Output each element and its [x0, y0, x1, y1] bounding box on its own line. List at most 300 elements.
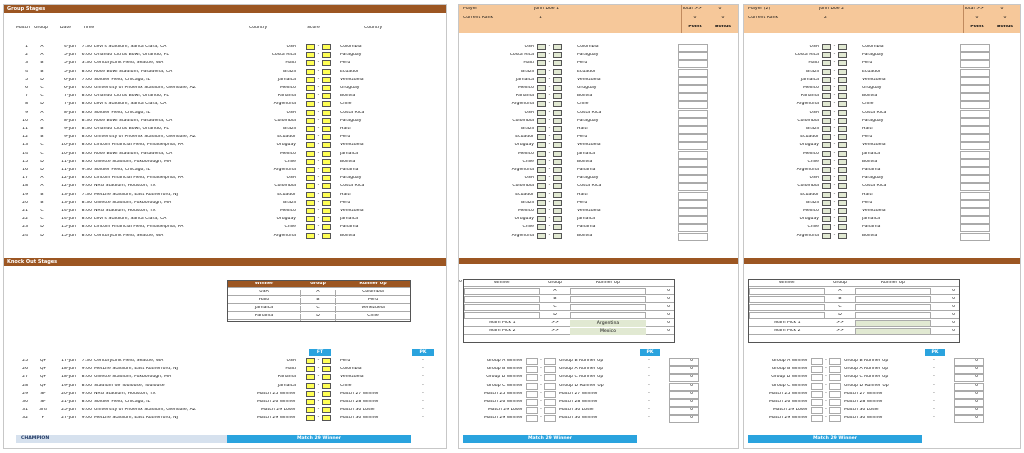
match-number: 23	[22, 225, 28, 230]
bracket-home-input[interactable]	[526, 399, 538, 406]
winner-pick-input[interactable]	[464, 288, 540, 295]
pick-away-score-input[interactable]	[838, 224, 847, 230]
pick-home-score-input[interactable]	[537, 77, 546, 83]
bracket-away-input[interactable]	[544, 383, 556, 390]
pick-home-score-input[interactable]	[537, 159, 546, 165]
pick-away-score-input[interactable]	[838, 44, 847, 50]
bracket-home: Match 25 Winner	[768, 391, 808, 396]
pick-away-score-input[interactable]	[838, 216, 847, 222]
away-score-input[interactable]	[322, 85, 331, 91]
current-rank-label: Current Rank	[748, 16, 779, 20]
bracket-away-input[interactable]	[544, 358, 556, 365]
pick-home-score-input[interactable]	[822, 183, 831, 189]
group-header: Group	[833, 281, 847, 285]
pick-away-score-input[interactable]	[553, 101, 562, 107]
pick-away-score-input[interactable]	[553, 159, 562, 165]
points-cell	[678, 110, 708, 118]
pick-away-team: Venezuela	[577, 143, 601, 148]
away-team: Venezuela	[340, 209, 364, 213]
pick-home-score-input[interactable]	[537, 167, 546, 173]
pick-home-score-input[interactable]	[822, 126, 831, 132]
pick-score-separator: -	[833, 118, 836, 123]
pick-away-score-input[interactable]	[553, 192, 562, 198]
ko-home-score-input[interactable]	[306, 415, 315, 421]
pick-away-score-input[interactable]	[838, 118, 847, 124]
away-score-input[interactable]	[322, 208, 331, 214]
pick-home-score-input[interactable]	[822, 208, 831, 214]
ko-home-score-input[interactable]	[306, 407, 315, 413]
pick-home-score-input[interactable]	[822, 233, 831, 239]
runner-up-pick-input[interactable]	[570, 312, 646, 319]
home-score-input[interactable]	[306, 134, 315, 140]
home-score-input[interactable]	[306, 69, 315, 75]
pick-away-score-input[interactable]	[838, 175, 847, 181]
away-score-input[interactable]	[322, 134, 331, 140]
runner-up-pick-input[interactable]	[855, 296, 931, 303]
pick-away-score-input[interactable]	[553, 134, 562, 140]
pick-home-score-input[interactable]	[822, 118, 831, 124]
away-score-input[interactable]	[322, 167, 331, 173]
pick-away-score-input[interactable]	[553, 60, 562, 66]
bracket-home: Match 25 Winner	[483, 391, 523, 396]
match-venue: MetLife Stadium, East Rutherford, NJ	[94, 192, 178, 197]
home-team: Uruguay	[276, 143, 296, 148]
home-score-input[interactable]	[306, 77, 315, 83]
bracket-home-input[interactable]	[811, 358, 823, 365]
pick-home-score-input[interactable]	[537, 85, 546, 91]
home-team: Ecuador	[277, 135, 296, 140]
home-score-input[interactable]	[306, 126, 315, 132]
away-score-input[interactable]	[322, 69, 331, 75]
match-group: B	[40, 192, 44, 197]
pick-away-score-input[interactable]	[838, 69, 847, 75]
pick-home-score-input[interactable]	[822, 52, 831, 58]
pick-away-score-input[interactable]	[553, 69, 562, 75]
pick-home-score-input[interactable]	[537, 52, 546, 58]
bracket-away-input[interactable]	[544, 366, 556, 373]
pick-score-separator: -	[833, 151, 836, 156]
pick-home-score-input[interactable]	[822, 151, 831, 157]
away-score-input[interactable]	[322, 93, 331, 99]
score-separator: -	[317, 151, 320, 156]
pick-home-score-input[interactable]	[537, 69, 546, 75]
home-score-input[interactable]	[306, 192, 315, 198]
bracket-home-input[interactable]	[811, 399, 823, 406]
bracket-away-input[interactable]	[829, 366, 841, 373]
pick-away-score-input[interactable]	[838, 110, 847, 116]
bracket-home-input[interactable]	[811, 366, 823, 373]
bracket-points: 0	[690, 400, 693, 404]
bracket-home-input[interactable]	[526, 391, 538, 398]
player-pk-label: PK	[925, 349, 945, 356]
runner-up-header: Runner Up	[595, 281, 621, 285]
pick-score-separator: -	[548, 127, 551, 131]
away-score-input[interactable]	[322, 110, 331, 116]
bracket-away-input[interactable]	[829, 407, 841, 414]
ko-away-score-input[interactable]	[322, 374, 331, 380]
ko-home-score-input[interactable]	[306, 358, 315, 364]
bracket-away-input[interactable]	[829, 358, 841, 365]
knockout-header: Knock Out Stages	[4, 258, 446, 266]
pick-away-score-input[interactable]	[553, 44, 562, 50]
runner-up-pick-input[interactable]	[855, 304, 931, 311]
ko-home-score-input[interactable]	[306, 399, 315, 405]
pick-away-score-input[interactable]	[553, 216, 562, 222]
pick-home-score-input[interactable]	[822, 60, 831, 66]
bracket-home-input[interactable]	[526, 374, 538, 381]
pick-away-score-input[interactable]	[838, 60, 847, 66]
pick-away-team: Paraguay	[862, 176, 884, 181]
points-cell	[960, 52, 990, 60]
winner-pick-input[interactable]	[464, 296, 540, 303]
pick-home-score-input[interactable]	[537, 208, 546, 214]
away-score-input[interactable]	[322, 60, 331, 66]
pick-home-team: Panama	[515, 94, 534, 99]
home-score-input[interactable]	[306, 183, 315, 189]
bracket-pk: -	[933, 408, 935, 413]
pick-home-score-input[interactable]	[822, 85, 831, 91]
pick-home-score-input[interactable]	[822, 110, 831, 116]
winner-pick-input[interactable]	[749, 304, 825, 311]
home-score-input[interactable]	[306, 233, 315, 239]
bracket-home-input[interactable]	[811, 383, 823, 390]
ko-home-score-input[interactable]	[306, 366, 315, 372]
pick-away-score-input[interactable]	[838, 85, 847, 91]
winner-pick-input[interactable]	[749, 296, 825, 303]
pick-home-score-input[interactable]	[822, 101, 831, 107]
bracket-home-input[interactable]	[526, 383, 538, 390]
bracket-away-input[interactable]	[829, 391, 841, 398]
away-score-input[interactable]	[322, 216, 331, 222]
points-cell	[960, 216, 990, 224]
knockout-prefix: 0	[459, 280, 462, 284]
pick-home-score-input[interactable]	[822, 142, 831, 148]
away-score-input[interactable]	[322, 142, 331, 148]
match-venue: Levi's Stadium, Santa Clara, CA	[94, 217, 167, 222]
bracket-home-input[interactable]	[811, 415, 823, 422]
match-time: 6:00	[81, 86, 92, 90]
match-date: 10-Jun	[61, 151, 76, 156]
pick-away-team: Venezuela	[577, 77, 601, 82]
pick-home-score-input[interactable]	[822, 216, 831, 222]
bracket-away-input[interactable]	[544, 407, 556, 414]
pick-home-score-input[interactable]	[537, 200, 546, 206]
pick-home-score-input[interactable]	[537, 183, 546, 189]
pick-away-score-input[interactable]	[553, 175, 562, 181]
match-number: 14	[22, 151, 28, 156]
team-pick-input[interactable]	[855, 328, 931, 335]
match-number: 7	[25, 94, 28, 99]
home-score-input[interactable]	[306, 151, 315, 157]
home-score-input[interactable]	[306, 159, 315, 165]
away-score-input[interactable]	[322, 159, 331, 165]
pick-away-score-input[interactable]	[553, 183, 562, 189]
home-score-input[interactable]	[306, 216, 315, 222]
pick-away-score-input[interactable]	[553, 126, 562, 132]
pick-home-score-input[interactable]	[537, 216, 546, 222]
ko-score-separator: -	[317, 400, 320, 404]
ko-time: 8:00	[81, 375, 92, 380]
away-score-input[interactable]	[322, 118, 331, 124]
pick-home-score-input[interactable]	[537, 93, 546, 99]
away-team: Chile	[340, 102, 352, 107]
winner-pick-input[interactable]	[749, 288, 825, 295]
away-team: Haiti	[340, 192, 351, 197]
away-score-input[interactable]	[322, 126, 331, 132]
runner-up-pick-input[interactable]	[570, 304, 646, 311]
away-score-input[interactable]	[322, 44, 331, 50]
pick-home-score-input[interactable]	[822, 175, 831, 181]
away-score-input[interactable]	[322, 151, 331, 157]
bracket-away-input[interactable]	[544, 399, 556, 406]
pick-home-team: Brazil	[806, 200, 819, 205]
bracket-home-input[interactable]	[526, 415, 538, 422]
away-team: Bolivia	[340, 94, 356, 99]
pick-away-score-input[interactable]	[838, 142, 847, 148]
team-pick-label: Team Pick 2	[773, 329, 801, 333]
pick-home-score-input[interactable]	[537, 233, 546, 239]
bonus-value: 0	[721, 16, 725, 20]
pick-away-score-input[interactable]	[838, 208, 847, 214]
pick-home-score-input[interactable]	[537, 134, 546, 140]
away-team: Haiti	[340, 127, 351, 131]
home-score-input[interactable]	[306, 110, 315, 116]
ko-home-score-input[interactable]	[306, 391, 315, 397]
bracket-home-input[interactable]	[526, 407, 538, 414]
pick-away-score-input[interactable]	[553, 224, 562, 230]
ko-pk-value: -	[422, 400, 424, 404]
match-time: 3:30	[81, 61, 92, 66]
match-number: 11	[22, 127, 28, 131]
pick-home-score-input[interactable]	[822, 93, 831, 99]
ko-home-score-input[interactable]	[306, 383, 315, 389]
pick-score-separator: -	[833, 225, 836, 230]
points-cell	[678, 44, 708, 52]
pick-score-separator: -	[548, 61, 551, 66]
match-group: A	[40, 176, 44, 181]
pick-away-score-input[interactable]	[838, 192, 847, 198]
match-group: D	[40, 233, 44, 238]
runner-up-pick-input[interactable]	[855, 312, 931, 319]
pick-home-score-input[interactable]	[822, 167, 831, 173]
match-date: 6-Jun	[63, 77, 76, 82]
pick-away-score-input[interactable]	[553, 233, 562, 239]
bracket-away-input[interactable]	[829, 383, 841, 390]
pick-away-score-input[interactable]	[553, 151, 562, 157]
bracket-separator: -	[540, 416, 542, 421]
pick-home-score-input[interactable]	[537, 44, 546, 50]
runner-up-pick-input[interactable]	[855, 288, 931, 295]
pick-home-score-input[interactable]	[537, 192, 546, 198]
pick-away-score-input[interactable]	[553, 110, 562, 116]
bracket-home-input[interactable]	[526, 366, 538, 373]
ko-date: 19-Jun	[61, 383, 76, 388]
team-pick-input[interactable]	[855, 320, 931, 327]
pick-away-score-input[interactable]	[838, 126, 847, 132]
pick-away-team: Venezuela	[862, 77, 886, 82]
home-score-input[interactable]	[306, 44, 315, 50]
ko-away-score-input[interactable]	[322, 383, 331, 389]
bracket-away-input[interactable]	[829, 374, 841, 381]
bracket-away-input[interactable]	[829, 399, 841, 406]
pick-away-score-input[interactable]	[553, 93, 562, 99]
pick-home-score-input[interactable]	[537, 126, 546, 132]
pick-away-score-input[interactable]	[838, 183, 847, 189]
bracket-away-input[interactable]	[544, 391, 556, 398]
away-team: Colombia	[340, 45, 362, 49]
pick-home-score-input[interactable]	[822, 159, 831, 165]
ko-away-score-input[interactable]	[322, 399, 331, 405]
winner-pick-input[interactable]	[464, 304, 540, 311]
away-team: Uruguay	[340, 86, 360, 90]
player-pick-row	[749, 312, 959, 319]
pick-away-score-input[interactable]	[553, 118, 562, 124]
pick-score-separator: -	[548, 102, 551, 107]
bracket-separator: -	[540, 400, 542, 404]
ko-home-score-input[interactable]	[306, 374, 315, 380]
home-score-input[interactable]	[306, 85, 315, 91]
pick-away-team: Haiti	[862, 192, 873, 197]
pick-away-score-input[interactable]	[838, 77, 847, 83]
pick-away-score-input[interactable]	[838, 101, 847, 107]
pick-away-score-input[interactable]	[553, 85, 562, 91]
player-knockout-header	[744, 258, 1020, 264]
pick-away-score-input[interactable]	[838, 93, 847, 99]
away-score-input[interactable]	[322, 52, 331, 58]
bracket-separator: -	[825, 416, 827, 421]
pick-home-score-input[interactable]	[822, 44, 831, 50]
match-date: 8-Jun	[63, 110, 76, 115]
pick-home-score-input[interactable]	[537, 118, 546, 124]
ko-away-score-input[interactable]	[322, 358, 331, 364]
group-results-header-row	[228, 281, 410, 288]
winner-pick-input[interactable]	[749, 312, 825, 319]
bracket-home-input[interactable]	[811, 407, 823, 414]
pick-home-score-input[interactable]	[822, 69, 831, 75]
away-score-input[interactable]	[322, 192, 331, 198]
pick-away-score-input[interactable]	[553, 52, 562, 58]
away-score-input[interactable]	[322, 175, 331, 181]
ko-pk-value: -	[422, 408, 424, 413]
pick-away-score-input[interactable]	[838, 159, 847, 165]
pick-home-score-input[interactable]	[822, 224, 831, 230]
pick-score-separator: -	[548, 151, 551, 156]
match-time: 7:30	[81, 192, 92, 197]
team-pick-value[interactable]: Mexico	[570, 328, 646, 335]
team-pick-arrow: >>	[836, 329, 844, 333]
winner-pick-input[interactable]	[464, 312, 540, 319]
bracket-away-input[interactable]	[544, 415, 556, 422]
ko-match-number: 30	[22, 400, 28, 404]
ko-venue: MetLife Stadium, East Rutherford, NJ	[94, 367, 178, 372]
pick-away-score-input[interactable]	[838, 151, 847, 157]
home-score-input[interactable]	[306, 200, 315, 206]
pick-home-score-input[interactable]	[822, 77, 831, 83]
ko-away-team: Match 27 Winner	[340, 391, 380, 396]
pick-away-team: Paraguay	[577, 53, 599, 58]
ko-round: SF	[40, 400, 46, 404]
pick-away-score-input[interactable]	[553, 77, 562, 83]
pick-away-score-input[interactable]	[553, 167, 562, 173]
match-date: 6-Jun	[63, 86, 76, 90]
bracket-home-input[interactable]	[811, 374, 823, 381]
pick-home-score-input[interactable]	[537, 224, 546, 230]
bracket-away-input[interactable]	[829, 415, 841, 422]
score-separator: -	[317, 86, 320, 90]
pick-away-score-input[interactable]	[838, 52, 847, 58]
ko-away-score-input[interactable]	[322, 407, 331, 413]
pick-home-score-input[interactable]	[537, 175, 546, 181]
home-score-input[interactable]	[306, 175, 315, 181]
ko-away-score-input[interactable]	[322, 366, 331, 372]
pick-away-score-input[interactable]	[838, 167, 847, 173]
runner-up-pick-input[interactable]	[570, 288, 646, 295]
bracket-pk: -	[648, 367, 650, 372]
home-score-input[interactable]	[306, 167, 315, 173]
score-separator: -	[317, 53, 320, 58]
pick-away-score-input[interactable]	[838, 200, 847, 206]
home-score-input[interactable]	[306, 142, 315, 148]
away-score-input[interactable]	[322, 183, 331, 189]
ko-round: QF	[39, 375, 47, 380]
team-pick-value[interactable]: Argentina	[570, 320, 646, 327]
ko-away-score-input[interactable]	[322, 391, 331, 397]
pick-home-score-input[interactable]	[537, 101, 546, 107]
match-time: 7:30	[81, 45, 92, 49]
home-score-input[interactable]	[306, 93, 315, 99]
match-number: 4	[25, 69, 28, 74]
pick-home-score-input[interactable]	[822, 200, 831, 206]
ko-away-score-input[interactable]	[322, 415, 331, 421]
pick-away-score-input[interactable]	[838, 134, 847, 140]
pick-home-team: Brazil	[521, 200, 534, 205]
pick-away-score-input[interactable]	[553, 142, 562, 148]
home-score-input[interactable]	[306, 118, 315, 124]
home-score-input[interactable]	[306, 208, 315, 214]
ko-time: 8:00	[81, 383, 92, 388]
bracket-home: Match 29 Loser	[772, 408, 808, 413]
pick-home-score-input[interactable]	[537, 142, 546, 148]
pick-away-score-input[interactable]	[838, 233, 847, 239]
ko-time: 7:30	[81, 359, 92, 363]
home-score-input[interactable]	[306, 224, 315, 230]
points-value: 0	[693, 16, 697, 20]
bracket-home: Match 29 Winner	[768, 416, 808, 421]
pick-home-score-input[interactable]	[537, 60, 546, 66]
away-score-input[interactable]	[322, 101, 331, 107]
pick-home-score-input[interactable]	[822, 134, 831, 140]
away-score-input[interactable]	[322, 233, 331, 239]
bonus-label: Bonus	[997, 25, 1013, 29]
runner-up-pick-input[interactable]	[570, 296, 646, 303]
match-group: C	[40, 217, 44, 222]
pick-home-score-input[interactable]	[537, 110, 546, 116]
pick-home-score-input[interactable]	[822, 192, 831, 198]
bracket-home-input[interactable]	[526, 358, 538, 365]
bracket-away-input[interactable]	[544, 374, 556, 381]
bracket-home-input[interactable]	[811, 391, 823, 398]
home-score-input[interactable]	[306, 52, 315, 58]
home-score-input[interactable]	[306, 101, 315, 107]
pick-home-score-input[interactable]	[537, 151, 546, 157]
away-score-input[interactable]	[322, 200, 331, 206]
away-score-input[interactable]	[322, 77, 331, 83]
home-score-input[interactable]	[306, 60, 315, 66]
match-venue: Orlando Citrus Bowl, Orlando, FL	[94, 94, 169, 99]
pick-away-score-input[interactable]	[553, 200, 562, 206]
pick-away-score-input[interactable]	[553, 208, 562, 214]
away-score-input[interactable]	[322, 224, 331, 230]
